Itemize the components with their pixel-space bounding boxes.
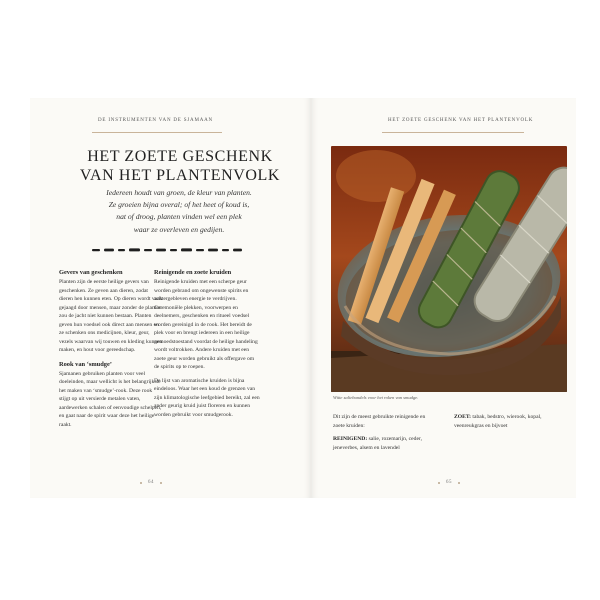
text-column-1 — [59, 268, 163, 434]
herb-list-label: ZOET: — [454, 414, 471, 420]
chapter-title-line2: VAN HET PLANTENVOLK — [79, 167, 281, 184]
page-number-left: 64 — [148, 480, 154, 485]
right-text-column-1 — [333, 413, 433, 452]
body-paragraph: De lijst van aromatische kruiden is bijna eindeloos. Waar het een koud de grenzen van zijn klimatologische leefgebied bereikt, zal een ander geurig kruid juist floreren en kunnen worden gebruikt voor smudgerook. — [154, 377, 260, 418]
page-number-right: 65 — [446, 480, 452, 485]
text-column-2 — [154, 268, 260, 424]
folio-ornament-icon — [438, 482, 440, 484]
herb-list-text: tabak, bedstro, wierook, kopal, veenreukgras en bijvoet — [454, 414, 542, 429]
folio-ornament-icon — [140, 482, 142, 484]
body-paragraph: Dit zijn de meest gebruikte reinigende en zoete kruiden: — [333, 414, 426, 429]
section-heading: Reinigende en zoete kruiden — [154, 269, 232, 276]
herb-list-text: salie, rozemarijn, ceder, jeneverbes, alsem en lavendel — [333, 436, 422, 451]
ornament-divider-icon — [92, 246, 242, 254]
chapter-title — [60, 147, 300, 185]
chapter-intro — [68, 187, 290, 236]
section-heading: Gevers van geschenken — [59, 269, 123, 276]
intro-line: nat of droog, planten vinden wel een plek — [116, 212, 242, 222]
folio-ornament-icon — [458, 482, 460, 484]
body-paragraph: Reinigende kruiden met een scherpe geur worden gebrand om ongewenste spirits en achtergebleven energie te verdrijven. Ceremoniële plekken, voorwerpen en deelnemers, geschenken en ritueel voedsel worden gereinigd in de rook. Het bereidt de plek voor en brengt iedereen in een heilige gemoedstoestand voordat de heilige handeling wordt voltrokken. Andere kruiden met een zoete geur worden gebruikt als offergave om de spirits op te roepen. — [154, 279, 258, 370]
running-head-rule-right — [382, 132, 524, 133]
intro-line: Ze groeien bijna overal; of het heet of koud is, — [108, 200, 250, 210]
section-heading: Rook van ‘smudge’ — [59, 360, 112, 368]
body-paragraph: Planten zijn de eerste heilige gevers van geschenken. Ze geven aan dieren, zodat dieren hen kunnen eten. Op dieren wordt vaak gejaagd door mensen, maar zonder de planten zou de jacht niet kunnen bestaan. Planten geven hun voedsel ook direct aan mensen en ze schenken ons medicijnen, kleur, geur, vezels waarvan wij touwen en kleding kunnen maken, en hout voor gereedschap. — [59, 279, 163, 353]
running-head-left: DE INSTRUMENTEN VAN DE SJAMAAN — [98, 118, 213, 123]
herb-list-cleansing — [333, 435, 433, 452]
folio-ornament-icon — [160, 482, 162, 484]
running-head-right: HET ZOETE GESCHENK VAN HET PLANTENVOLK — [388, 118, 534, 123]
intro-line: Iedereen houdt van groen, de kleur van planten. — [106, 188, 252, 197]
sage-bundles-photo — [331, 146, 567, 392]
body-paragraph: Sjamanen gebruiken planten voor veel doeleinden, maar wellicht is het belangrijkste het maken van ‘smudge’-rook. Deze rook stijgt op uit versierde metalen vaten, aardewerken schalen of eenvoudige schelpen, en gaat naar de spirit waar deze het heilige raakt. — [59, 370, 162, 428]
herb-list-label: REINIGEND: — [333, 436, 368, 443]
chapter-title-line1: HET ZOETE GESCHENK — [87, 148, 273, 165]
intro-line: waar ze overleven en gedijen. — [133, 224, 225, 234]
photo-caption: Witte saliebundels voor het roken van smudge. — [333, 395, 419, 400]
right-text-column-2 — [454, 413, 570, 430]
running-head-rule-left — [92, 132, 222, 133]
